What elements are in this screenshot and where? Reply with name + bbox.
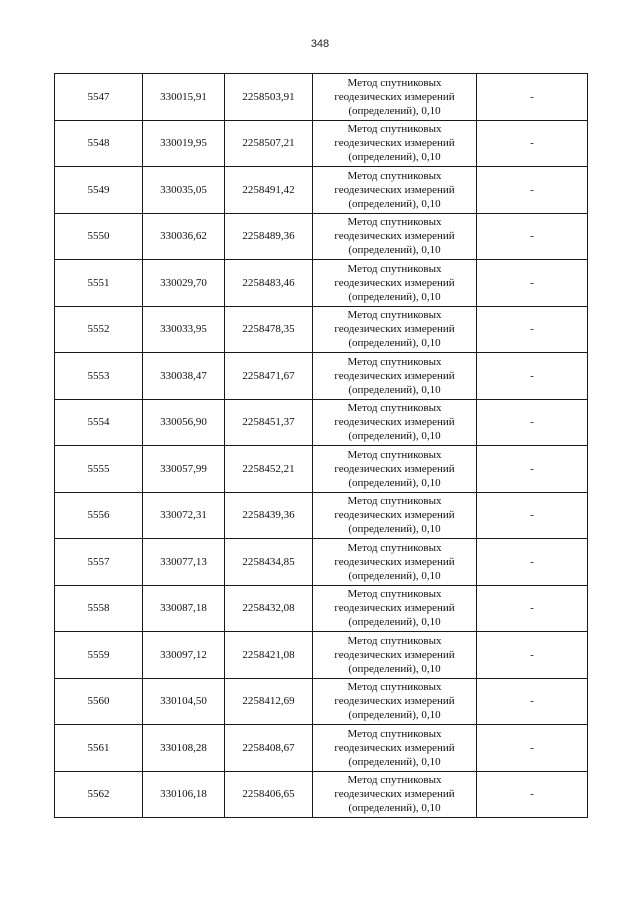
table-row (55, 260, 588, 307)
method-cell (313, 213, 477, 260)
point-number-cell: 5561 (55, 725, 143, 772)
x-coordinate-cell: 330036,62 (143, 213, 225, 260)
method-cell (313, 725, 477, 772)
method-line: Метод спутниковых (347, 402, 442, 415)
y-coordinate-cell: 2258483,46 (225, 260, 313, 307)
method-line: (определений), 0,10 (348, 104, 441, 117)
table-row (55, 74, 588, 121)
point-number-cell: 5549 (55, 167, 143, 214)
method-line: Метод спутниковых (347, 169, 442, 182)
note-cell: - (477, 585, 588, 632)
y-coordinate-cell: 2258503,91 (225, 74, 313, 121)
y-coordinate-cell: 2258451,37 (225, 399, 313, 446)
method-line: Метод спутниковых (347, 495, 442, 508)
method-cell (313, 120, 477, 167)
point-number-cell: 5560 (55, 678, 143, 725)
table-row (55, 213, 588, 260)
note-cell: - (477, 492, 588, 539)
y-coordinate-cell: 2258507,21 (225, 120, 313, 167)
method-line: (определений), 0,10 (348, 709, 441, 722)
point-number-cell: 5556 (55, 492, 143, 539)
note-cell: - (477, 213, 588, 260)
method-cell (313, 353, 477, 400)
table-body (55, 74, 588, 818)
point-number-cell: 5550 (55, 213, 143, 260)
table-row (55, 492, 588, 539)
x-coordinate-cell: 330015,91 (143, 74, 225, 121)
note-cell: - (477, 260, 588, 307)
method-line: Метод спутниковых (347, 309, 442, 322)
method-line: Метод спутниковых (347, 262, 442, 275)
x-coordinate-cell: 330097,12 (143, 632, 225, 679)
table-row (55, 306, 588, 353)
method-line: Метод спутниковых (347, 541, 442, 554)
method-line: геодезических измерений (334, 137, 455, 150)
y-coordinate-cell: 2258406,65 (225, 771, 313, 818)
coordinates-table-container (54, 73, 587, 818)
method-line: (определений), 0,10 (348, 383, 441, 396)
table-row (55, 725, 588, 772)
method-line: Метод спутниковых (347, 774, 442, 787)
note-cell: - (477, 167, 588, 214)
x-coordinate-cell: 330106,18 (143, 771, 225, 818)
method-line: геодезических измерений (334, 648, 455, 661)
y-coordinate-cell: 2258471,67 (225, 353, 313, 400)
x-coordinate-cell: 330056,90 (143, 399, 225, 446)
method-line: Метод спутниковых (347, 681, 442, 694)
method-line: (определений), 0,10 (348, 197, 441, 210)
method-cell (313, 585, 477, 632)
y-coordinate-cell: 2258491,42 (225, 167, 313, 214)
method-line: геодезических измерений (334, 416, 455, 429)
y-coordinate-cell: 2258408,67 (225, 725, 313, 772)
method-line: (определений), 0,10 (348, 244, 441, 257)
x-coordinate-cell: 330057,99 (143, 446, 225, 493)
page-number: 348 (310, 38, 330, 50)
method-cell (313, 167, 477, 214)
point-number-cell: 5547 (55, 74, 143, 121)
y-coordinate-cell: 2258489,36 (225, 213, 313, 260)
method-line: геодезических измерений (334, 602, 455, 615)
method-cell (313, 632, 477, 679)
method-line: (определений), 0,10 (348, 476, 441, 489)
note-cell: - (477, 446, 588, 493)
x-coordinate-cell: 330033,95 (143, 306, 225, 353)
point-number-cell: 5552 (55, 306, 143, 353)
method-line: геодезических измерений (334, 555, 455, 568)
method-line: Метод спутниковых (347, 727, 442, 740)
note-cell: - (477, 539, 588, 586)
method-line: Метод спутниковых (347, 448, 442, 461)
method-line: геодезических измерений (334, 183, 455, 196)
y-coordinate-cell: 2258478,35 (225, 306, 313, 353)
coordinates-table (54, 73, 588, 818)
y-coordinate-cell: 2258452,21 (225, 446, 313, 493)
method-line: геодезических измерений (334, 788, 455, 801)
table-row (55, 120, 588, 167)
note-cell: - (477, 120, 588, 167)
method-line: Метод спутниковых (347, 76, 442, 89)
y-coordinate-cell: 2258439,36 (225, 492, 313, 539)
table-row (55, 167, 588, 214)
table-row (55, 585, 588, 632)
point-number-cell: 5554 (55, 399, 143, 446)
method-line: (определений), 0,10 (348, 151, 441, 164)
method-line: геодезических измерений (334, 509, 455, 522)
method-line: Метод спутниковых (347, 588, 442, 601)
y-coordinate-cell: 2258412,69 (225, 678, 313, 725)
method-line: геодезических измерений (334, 323, 455, 336)
method-cell (313, 678, 477, 725)
table-row (55, 539, 588, 586)
y-coordinate-cell: 2258421,08 (225, 632, 313, 679)
method-line: геодезических измерений (334, 695, 455, 708)
method-line: Метод спутниковых (347, 216, 442, 229)
method-cell (313, 74, 477, 121)
method-cell (313, 306, 477, 353)
note-cell: - (477, 771, 588, 818)
note-cell: - (477, 399, 588, 446)
point-number-cell: 5562 (55, 771, 143, 818)
x-coordinate-cell: 330038,47 (143, 353, 225, 400)
method-line: (определений), 0,10 (348, 569, 441, 582)
method-line: Метод спутниковых (347, 355, 442, 368)
method-line: геодезических измерений (334, 462, 455, 475)
method-line: (определений), 0,10 (348, 290, 441, 303)
x-coordinate-cell: 330087,18 (143, 585, 225, 632)
method-line: Метод спутниковых (347, 123, 442, 136)
table-row (55, 632, 588, 679)
method-cell (313, 260, 477, 307)
note-cell: - (477, 306, 588, 353)
method-cell (313, 492, 477, 539)
x-coordinate-cell: 330077,13 (143, 539, 225, 586)
x-coordinate-cell: 330104,50 (143, 678, 225, 725)
x-coordinate-cell: 330108,28 (143, 725, 225, 772)
point-number-cell: 5548 (55, 120, 143, 167)
x-coordinate-cell: 330035,05 (143, 167, 225, 214)
y-coordinate-cell: 2258432,08 (225, 585, 313, 632)
point-number-cell: 5551 (55, 260, 143, 307)
x-coordinate-cell: 330072,31 (143, 492, 225, 539)
point-number-cell: 5559 (55, 632, 143, 679)
note-cell: - (477, 725, 588, 772)
note-cell: - (477, 632, 588, 679)
table-row (55, 771, 588, 818)
method-line: (определений), 0,10 (348, 755, 441, 768)
method-cell (313, 446, 477, 493)
x-coordinate-cell: 330019,95 (143, 120, 225, 167)
method-line: геодезических измерений (334, 230, 455, 243)
point-number-cell: 5557 (55, 539, 143, 586)
method-line: (определений), 0,10 (348, 616, 441, 629)
point-number-cell: 5558 (55, 585, 143, 632)
x-coordinate-cell: 330029,70 (143, 260, 225, 307)
note-cell: - (477, 353, 588, 400)
table-row (55, 399, 588, 446)
method-cell (313, 771, 477, 818)
method-cell (313, 399, 477, 446)
table-row (55, 446, 588, 493)
note-cell: - (477, 74, 588, 121)
method-line: геодезических измерений (334, 369, 455, 382)
method-line: геодезических измерений (334, 276, 455, 289)
method-line: (определений), 0,10 (348, 430, 441, 443)
method-line: (определений), 0,10 (348, 802, 441, 815)
method-line: (определений), 0,10 (348, 662, 441, 675)
point-number-cell: 5553 (55, 353, 143, 400)
y-coordinate-cell: 2258434,85 (225, 539, 313, 586)
table-row (55, 353, 588, 400)
method-line: (определений), 0,10 (348, 337, 441, 350)
method-line: Метод спутниковых (347, 634, 442, 647)
method-line: геодезических измерений (334, 90, 455, 103)
point-number-cell: 5555 (55, 446, 143, 493)
method-cell (313, 539, 477, 586)
table-row (55, 678, 588, 725)
note-cell: - (477, 678, 588, 725)
method-line: геодезических измерений (334, 741, 455, 754)
method-line: (определений), 0,10 (348, 523, 441, 536)
